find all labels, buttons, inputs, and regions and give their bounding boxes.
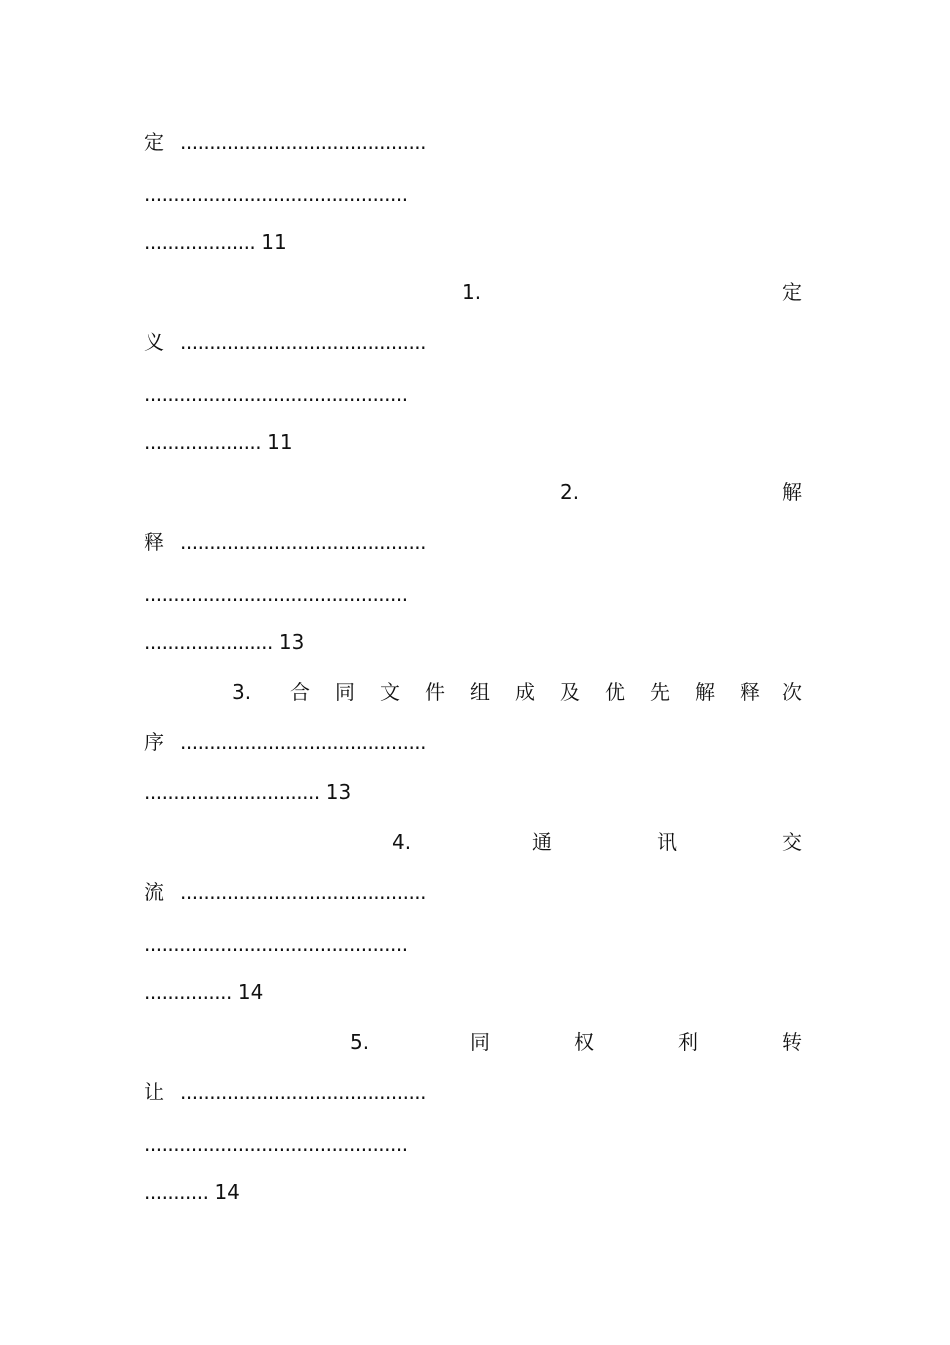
toc-entry-char: 组 (470, 680, 490, 704)
toc-entry-0-line-1[interactable] (144, 128, 806, 156)
toc-entry-2-line-2 (144, 580, 806, 608)
toc-entry-number: 2. (560, 480, 580, 504)
toc-entry-char: 释 (740, 680, 760, 704)
toc-entry-4-line-3[interactable] (144, 978, 806, 1006)
toc-entry-char: 释 (144, 530, 164, 554)
toc-entry-1-line-3[interactable] (144, 428, 806, 456)
toc-entry-1-line-1 (144, 328, 806, 356)
toc-entry-char: 先 (650, 680, 670, 704)
toc-leader-dots: ............................................. (144, 582, 408, 606)
toc-leader-dots: ............................................. (144, 182, 408, 206)
toc-entry-5-heading[interactable] (144, 1028, 806, 1056)
toc-leader-dots: ............... (144, 980, 232, 1004)
toc-leader-dots: ............................................. (144, 1132, 408, 1156)
toc-entry-char: 交 (782, 830, 802, 854)
toc-entry-char: 解 (782, 480, 802, 504)
toc-leader-dots: .......................................... (180, 330, 427, 354)
toc-leader-dots: .......................................... (180, 880, 427, 904)
toc-leader-dots: ................... (144, 230, 256, 254)
toc-leader-dots: .......................................... (180, 130, 427, 154)
toc-entry-4-line-2 (144, 930, 806, 958)
toc-entry-char: 成 (515, 680, 535, 704)
toc-entry-char: 转 (782, 1030, 802, 1054)
toc-entry-number: 3. (232, 680, 252, 704)
toc-entry-number: 1. (462, 280, 482, 304)
toc-entry-char: 同 (470, 1030, 490, 1054)
toc-entry-char: 让 (144, 1080, 164, 1104)
toc-entry-char: 同 (335, 680, 355, 704)
toc-leader-dots: .............................. (144, 780, 320, 804)
toc-entry-char: 权 (574, 1030, 594, 1054)
toc-entry-2-line-3[interactable] (144, 628, 806, 656)
toc-entry-5-line-1 (144, 1078, 806, 1106)
toc-entry-char: 合 (290, 680, 310, 704)
toc-entry-char: 通 (532, 830, 552, 854)
toc-entry-3-line-1 (144, 728, 806, 756)
toc-entry-char: 解 (695, 680, 715, 704)
toc-entry-4-line-1 (144, 878, 806, 906)
toc-entry-char: 序 (144, 730, 164, 754)
toc-entry-char: 文 (380, 680, 400, 704)
toc-entry-5-line-3[interactable] (144, 1178, 806, 1206)
toc-entry-1-heading[interactable] (144, 278, 806, 306)
toc-entry-char: 及 (560, 680, 580, 704)
toc-leader-dots: .................... (144, 430, 262, 454)
toc-entry-number: 5. (350, 1030, 370, 1054)
toc-entry-3-heading[interactable] (144, 678, 806, 706)
toc-page-number: 14 (237, 980, 264, 1004)
toc-entry-0-line-2 (144, 180, 806, 208)
toc-entry-char: 优 (605, 680, 625, 704)
toc-page-number: 11 (267, 430, 293, 454)
toc-entry-4-heading[interactable] (144, 828, 806, 856)
toc-entry-number: 4. (392, 830, 412, 854)
toc-leader-dots: ............................................. (144, 932, 408, 956)
toc-leader-dots: ............................................. (144, 382, 408, 406)
toc-entry-2-line-1 (144, 528, 806, 556)
toc-leader-dots: ...................... (144, 630, 273, 654)
toc-page-number: 11 (261, 230, 287, 254)
toc-leader-dots: .......................................... (180, 730, 427, 754)
toc-page-number: 13 (278, 630, 305, 654)
toc-leader-dots: .......................................... (180, 530, 427, 554)
toc-entry-2-heading[interactable] (144, 478, 806, 506)
toc-entry-0-char: 定 (144, 130, 164, 154)
toc-entry-char: 讯 (657, 830, 677, 854)
toc-entry-1-line-2 (144, 380, 806, 408)
toc-entry-5-line-2 (144, 1130, 806, 1158)
toc-entry-char: 次 (782, 680, 802, 704)
toc-leader-dots: ........... (144, 1180, 209, 1204)
toc-entry-char: 件 (425, 680, 445, 704)
toc-page-number: 14 (214, 1180, 240, 1204)
toc-entry-char: 义 (144, 330, 164, 354)
toc-entry-char: 利 (678, 1030, 698, 1054)
toc-entry-3-line-2[interactable] (144, 778, 806, 806)
toc-entry-0-line-3[interactable] (144, 228, 806, 256)
toc-entry-char: 流 (144, 880, 164, 904)
toc-entry-char: 定 (782, 280, 802, 304)
toc-page-number: 13 (325, 780, 352, 804)
toc-leader-dots: .......................................... (180, 1080, 427, 1104)
